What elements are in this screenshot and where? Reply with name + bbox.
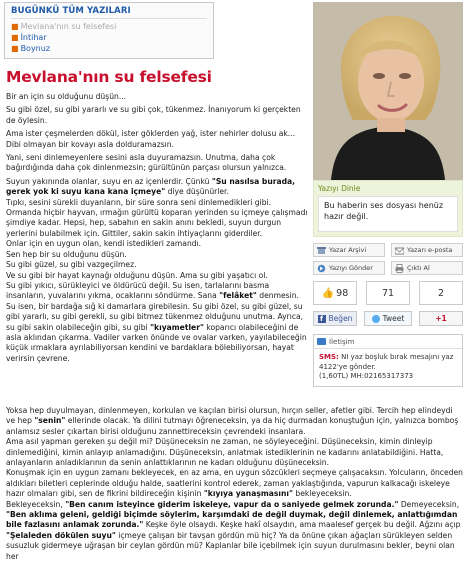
bold-quote: "Ben aklıma geleni, geldiği biçimde söylerim, karşımdaki de değil duymak, değil dinlemek, anlattığımdan bile fazlasını anlamak zorunda." (6, 510, 458, 530)
tweet-count (366, 281, 410, 305)
email-icon (395, 246, 404, 255)
author-archive-button[interactable] (313, 243, 385, 257)
nav-item-link[interactable]: Boynuz (20, 44, 51, 53)
thumbs-up-icon: 👍 (321, 287, 335, 299)
send-icon (317, 264, 326, 273)
facebook-like-count (313, 281, 357, 305)
article-paragraph: Su gibi özel, su gibi yararlı ve su gibi çok, tükenmez. İnanıyorum ki gerçekten de öylesin. (6, 105, 301, 125)
nav-item-link[interactable]: İntihar (20, 33, 47, 42)
todays-articles-title: BUGÜNKÜ TÜM YAZILARI (11, 6, 207, 19)
email-author-label: Yazarı e-posta (407, 246, 453, 254)
article-paragraph: Su gibi yıkıcı, sürükleyici ve öldürücü değil. Su isen, tarlalarını basma insanların, yuvalarını yıkma, ocaklarını söndürme. Sana "felâket" denmesin. (6, 280, 299, 301)
article-paragraph-bold: Suyun yakınında olanlar, suyu en az içenlerdir. Çünkü "Su nasılsa burada, gerek yok ki suyu kana kana içmeye" diye düşünürler. (6, 176, 296, 197)
article-paragraph: Bir an için su olduğunu düşün... (6, 92, 127, 101)
print-icon (395, 264, 404, 273)
author-archive-label: Yazar Arşivi (329, 246, 367, 254)
article-paragraph: Ama ister çeşmelerden dökül, ister göklerden yağ, ister nehirler dolusu ak... Dibi olmayan bir kovayı asla dolduramazsın. (6, 129, 296, 149)
audio-notice: Bu haberin ses dosyası henüz hazır değil. (318, 196, 458, 232)
gplus-label: +1 (435, 314, 447, 323)
send-article-button[interactable] (313, 261, 385, 275)
send-article-label: Yazıyı Gönder (329, 264, 373, 272)
author-portrait-icon (313, 2, 463, 180)
tweet-button[interactable] (364, 311, 412, 326)
share-counters (313, 281, 463, 305)
sms-fee: (1,60TL) MH:02165317373 (319, 372, 414, 380)
print-label: Çıktı Al (407, 264, 430, 272)
article-paragraph: Yoksa hep duyulmayan, dinlenmeyen, korkulan ve kaçılan birisi olursun, hırçın seller, afetler gibi. Tercih hep elindeydi ve hep "senin" ellerinde olacak. Ya dilini tutmayı öğreneceksin, ya da hiç durmadan konuştuğun için, yalnızca bomboş anlamsız sesler çıkartan birisi olduğunu zannettireceksin çevrendeki insanlara. (6, 406, 459, 436)
article-paragraph: Ve su gibi bir hayat kaynağı olduğunu düşün. Ama su gibi yaşatıcı ol. (6, 270, 268, 280)
bullet-icon: ■ (11, 33, 19, 42)
gplus-count-value: 2 (437, 287, 445, 299)
bullet-icon: ■ (11, 44, 19, 53)
article-continuation (6, 406, 463, 562)
tweet-count-value: 71 (381, 287, 395, 299)
tweet-label: Tweet (382, 314, 405, 323)
gplus-button[interactable] (419, 311, 463, 326)
article-paragraph: Onlar için en uygun olan, kendi istedikleri zamandı. (6, 239, 202, 249)
article-paragraph-bold-parts: Konuşmak için en uygun zamanı bekleyecek, en az ama, en uygun sözcükleri seçmeye çalışacaksın. Yolcuların, önceden aldıkları biletleri ceplerinde olduğu halde, saatlerini kontrol ederek, zaman yaklaştığında, vapurun kalkacağı iskeleye hazır olmaları gibi, sen de fikrini bildireceğin kişinin "kıyıya yanaşmasını" bekleyeceksin. (6, 468, 463, 499)
article-paragraph: Su isen, bir bardağa sığ ki damarlara girebilesin. Su gibi özel, su gibi güzel, su gibi yararlı, su gibi gerekli, su gibi bitmez tükenmez olduğunu unutma. Ayrıca, su gibi sakin olabileceğin gibi, su gibi "kıyametler" koparıcı olabileceğini de asla aklından çıkarma. Vadiler varken önünde ve ovalar varken, yayılabileceğin küçük ırmaklara ayrılabiliyorsan kendini ve bardaklara bölebiliyorsan, hayat verirsin çevrene. (6, 301, 307, 363)
article-body (6, 92, 308, 364)
contact-header (314, 335, 462, 349)
mail-icon (317, 338, 326, 345)
todays-articles-box (4, 2, 214, 59)
bold-quote: "kıyıya yanaşmasını" (203, 489, 293, 499)
contact-header-label: İletişim (329, 337, 355, 346)
facebook-like-label: Beğen (328, 314, 353, 323)
twitter-icon (372, 315, 380, 323)
bold-quote: "Şelaleden dökülen suyu" (6, 530, 116, 540)
article-paragraph: Sen hep bir su olduğunu düşün. (6, 249, 127, 259)
contact-body (314, 349, 462, 386)
archive-icon (317, 246, 326, 255)
article-title: Mevlana'nın su felsefesi (6, 68, 212, 86)
share-buttons (313, 311, 463, 326)
article-paragraph-bold-parts: Bekleyeceksin, "Ben canım isteyince giderim iskeleye, vapur da o saniyede gelmek zorunda." Demeyeceksin, "Ben aklıma geleni, geldiği biçimde söylerim, karşımdaki de değil duymak, değil dinlemek, anlattığımdan bile fazlasını anlamak zorunda." Keşke öyle olsaydı. Keşke hakî olsaydın, ama maalesef gerçek bu değil. Ağzını açıp "Şelaleden dökülen suyu" içmeye çalışan bir tavşan gördün mü hiç? Ya da önüne çıkan ağaçları sürükleyen selden susuzluk gidermeye uğraşan bir ceylan gördün mü? Kaplanlar bile içebilmek için suyun durulmasını bekler, beyni olan her (6, 499, 461, 561)
facebook-icon: f (318, 315, 326, 323)
bold-quote: "Su nasılsa burada, gerek yok ki suyu kana kana içmeye" (6, 176, 296, 197)
bullet-icon: ■ (11, 22, 19, 31)
article-paragraph: Ormanda hiçbir hayvan, ırmağın gürültü koparan yerinden su içmeye çalışmadı şimdiye kadar. Hepsi, hep, sabahın en sakin anını bekledi, suyun durgun yerlerini bulabilmek için. Gittiler, sakin sakin ihtiyaçlarını giderdiler. (6, 208, 308, 238)
bold-quote: "felâket" (219, 291, 257, 301)
author-photo (313, 2, 463, 180)
listen-article-box (313, 180, 463, 237)
contact-box (313, 334, 463, 387)
bold-quote: "senin" (34, 416, 66, 426)
bold-quote: "Ben canım isteyince giderim iskeleye, vapur da o saniyede gelmek zorunda." (65, 499, 399, 509)
article-tools (313, 243, 463, 275)
print-button[interactable] (391, 261, 463, 275)
bold-quote: "kıyametler" (150, 322, 204, 332)
sms-label: SMS: (319, 353, 339, 361)
right-column (313, 2, 463, 387)
article-paragraph: Yani, seni dinlemeyenlere sesini asla duyuramazsın. Unutma, daha çok bağırdığında daha çok dinlenmezsin; gürültünün parçası olursun yalnızca. (6, 153, 287, 173)
email-author-button[interactable] (391, 243, 463, 257)
nav-item-current[interactable] (11, 21, 207, 32)
article-paragraph: Tıpkı, sesini sürekli duyanların, bir süre sonra seni dinlemedikleri gibi. (6, 197, 272, 207)
sms-instructions: NI yaz boşluk bırak mesajını yaz 4122'ye gönder. (319, 353, 454, 371)
facebook-like-button[interactable] (313, 311, 357, 326)
nav-item-boynuz[interactable] (11, 43, 207, 54)
nav-item-intihar[interactable] (11, 32, 207, 43)
listen-label: Yazıyı Dinle (318, 184, 361, 193)
article-paragraph: Su gibi güzel, su gibi vazgeçilmez. (6, 260, 137, 270)
facebook-count-value: 98 (336, 287, 349, 299)
gplus-count (419, 281, 463, 305)
left-column (2, 2, 308, 364)
article-paragraph: Ama asıl yapman gereken şu değil mi? Düşüneceksin ne zaman, ne söyleyeceğini. Düşüneceksin, kimin dinleyip dinlemediğini, kimin anlayıp anlamadığını. Düşüneceksin, anlatmak istediklerinin ne kadarını anlatabildiğini. Hatta, anlayanların anladıklarının da senin anlattıklarının ne kadarı olduğunu düşüneceksin. (6, 437, 444, 468)
nav-item-link[interactable]: Mevlana'nın su felsefesi (20, 22, 117, 31)
